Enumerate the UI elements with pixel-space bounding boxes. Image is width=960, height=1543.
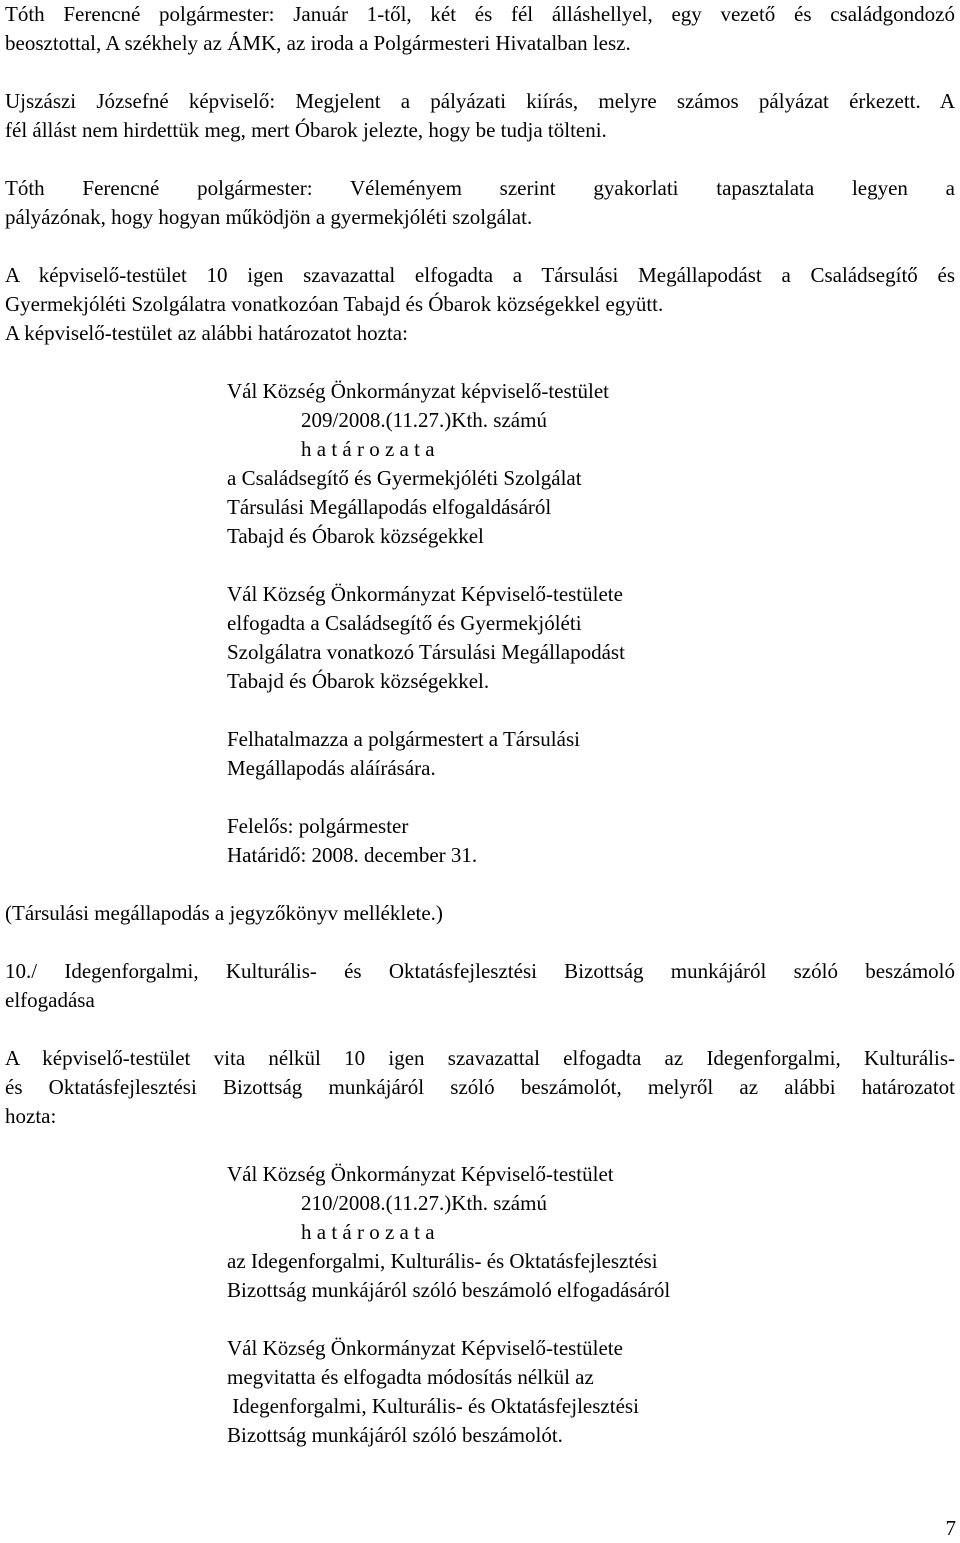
resolution-209-label: h a t á r o z a t a <box>301 437 435 461</box>
resolution-209-subject-line3: Tabajd és Óbarok községekkel <box>227 524 484 548</box>
resolution-210-label: h a t á r o z a t a <box>301 1220 435 1244</box>
resolution-209-responsible: Felelős: polgármester <box>227 814 409 838</box>
resolution-209-subject-line1: a Családsegítő és Gyermekjóléti Szolgálat <box>227 466 582 490</box>
agenda-item-10-title-line2: elfogadása <box>5 988 95 1012</box>
resolution-210-number: 210/2008.(11.27.)Kth. számú <box>301 1191 547 1215</box>
paragraph-representative-line2: fél állást nem hirdettük meg, mert Óbarok jelezte, hogy be tudja tölteni. <box>5 118 607 142</box>
paragraph-vote-line2: Gyermekjóléti Szolgálatra vonatkozóan Tabajd és Óbarok községekkel együtt. <box>5 292 664 316</box>
resolution-209-authorization-line1: Felhatalmazza a polgármestert a Társulási <box>227 727 580 751</box>
resolution-210-body-line3: Idegenforgalmi, Kulturális- és Oktatásfejlesztési <box>227 1394 639 1418</box>
resolution-210-body-line1: Vál Község Önkormányzat Képviselő-testülete <box>227 1336 623 1360</box>
resolution-209-body-line3: Szolgálatra vonatkozó Társulási Megállapodást <box>227 640 625 664</box>
resolution-210-head: Vál Község Önkormányzat Képviselő-testület <box>227 1162 614 1186</box>
resolution-210-subject-line2: Bizottság munkájáról szóló beszámoló elfogadásáról <box>227 1278 671 1302</box>
paragraph-vote-10-line2: és Oktatásfejlesztési Bizottság munkájáról szóló beszámolót, melyről az alábbi határozatot <box>5 1075 955 1099</box>
resolution-209-body-line1: Vál Község Önkormányzat Képviselő-testülete <box>227 582 623 606</box>
resolution-209-authorization-line2: Megállapodás aláírására. <box>227 756 436 780</box>
resolution-209-body-line4: Tabajd és Óbarok községekkel. <box>227 669 490 693</box>
resolution-209-deadline: Határidő: 2008. december 31. <box>227 843 478 867</box>
paragraph-vote-line3: A képviselő-testület az alábbi határozatot hozta: <box>5 321 408 345</box>
paragraph-representative-line1: Ujszászi Józsefné képviselő: Megjelent a pályázati kiírás, melyre számos pályázat érkezett. A <box>5 89 955 113</box>
page-number: 7 <box>945 1516 956 1540</box>
resolution-210-body-line2: megvitatta és elfogadta módosítás nélkül az <box>227 1365 594 1389</box>
resolution-210-body-line4: Bizottság munkájáról szóló beszámolót. <box>227 1423 563 1447</box>
resolution-209-number: 209/2008.(11.27.)Kth. számú <box>301 408 547 432</box>
resolution-210-subject-line1: az Idegenforgalmi, Kulturális- és Oktatásfejlesztési <box>227 1249 658 1273</box>
paragraph-vote-line1: A képviselő-testület 10 igen szavazattal elfogadta a Társulási Megállapodást a Családsegítő és <box>5 263 955 287</box>
resolution-209-subject-line2: Társulási Megállapodás elfogaldásáról <box>227 495 552 519</box>
resolution-209-body-line2: elfogadta a Családsegítő és Gyermekjóléti <box>227 611 582 635</box>
paragraph-vote-10-line1: A képviselő-testület vita nélkül 10 igen szavazattal elfogadta az Idegenforgalmi, Kulturális- <box>5 1046 955 1070</box>
annex-note: (Társulási megállapodás a jegyzőkönyv melléklete.) <box>5 901 443 925</box>
agenda-item-10-title-line1: 10./ Idegenforgalmi, Kulturális- és Oktatásfejlesztési Bizottság munkájáról szóló beszámoló <box>5 959 955 983</box>
paragraph-vote-10-line3: hozta: <box>5 1104 57 1128</box>
paragraph-mayor-statement-1-line1: Tóth Ferencné polgármester: Január 1-től, két és fél álláshellyel, egy vezető és családgondozó <box>5 2 955 26</box>
paragraph-mayor-statement-1-line2: beosztottal, A székhely az ÁMK, az iroda a Polgármesteri Hivatalban lesz. <box>5 31 631 55</box>
resolution-209-head: Vál Község Önkormányzat képviselő-testület <box>227 379 609 403</box>
paragraph-mayor-statement-2-line1: Tóth Ferencné polgármester: Véleményem szerint gyakorlati tapasztalata legyen a <box>5 176 955 200</box>
paragraph-mayor-statement-2-line2: pályázónak, hogy hogyan működjön a gyermekjóléti szolgálat. <box>5 205 533 229</box>
